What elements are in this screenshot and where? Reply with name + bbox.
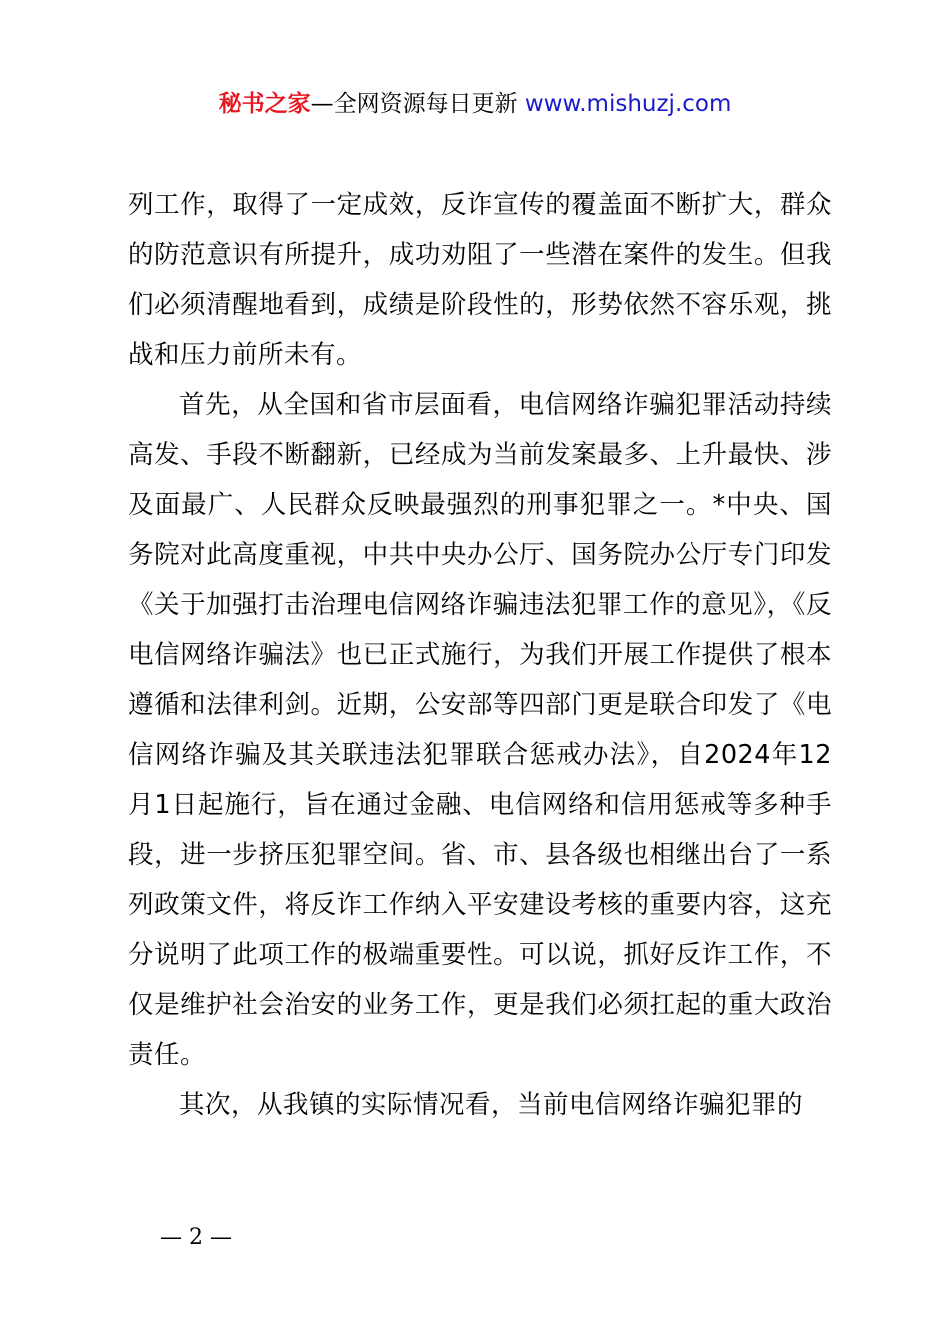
- paragraph-continued: 列工作，取得了一定成效，反诈宣传的覆盖面不断扩大，群众的防范意识有所提升，成功劝阻了一些潜在案件的发生。但我们必须清醒地看到，成绩是阶段性的，形势依然不容乐观，挑战和压力前所未有。: [128, 190, 832, 370]
- page-header: [0, 86, 950, 122]
- page-number: — 2 —: [160, 1225, 232, 1250]
- header-url[interactable]: www.mishuzj.com: [524, 91, 732, 117]
- paragraph-second: 其次，从我镇的实际情况看，当前电信网络诈骗犯罪的: [179, 1090, 804, 1120]
- paragraph-first: 首先，从全国和省市层面看，电信网络诈骗犯罪活动持续高发、手段不断翻新，已经成为当前发案最多、上升最快、涉及面最广、人民群众反映最强烈的刑事犯罪之一。*中央、国务院对此高度重视，中共中央办公厅、国务院办公厅专门印发《关于加强打击治理电信网络诈骗违法犯罪工作的意见》，《反电信网络诈骗法》也已正式施行，为我们开展工作提供了根本遵循和法律利剑。近期，公安部等四部门更是联合印发了《电信网络诈骗及其关联违法犯罪联合惩戒办法》，自2024年12月1日起施行，旨在通过金融、电信网络和信用惩戒等多种手段，进一步挤压犯罪空间。省、市、县各级也相继出台了一系列政策文件，将反诈工作纳入平安建设考核的重要内容，这充分说明了此项工作的极端重要性。可以说，抓好反诈工作，不仅是维护社会治安的业务工作，更是我们必须扛起的重大政治责任。: [128, 390, 832, 1070]
- header-tagline: —全网资源每日更新: [310, 91, 525, 117]
- document-body: [128, 180, 832, 1130]
- brand-name: 秘书之家: [218, 91, 311, 117]
